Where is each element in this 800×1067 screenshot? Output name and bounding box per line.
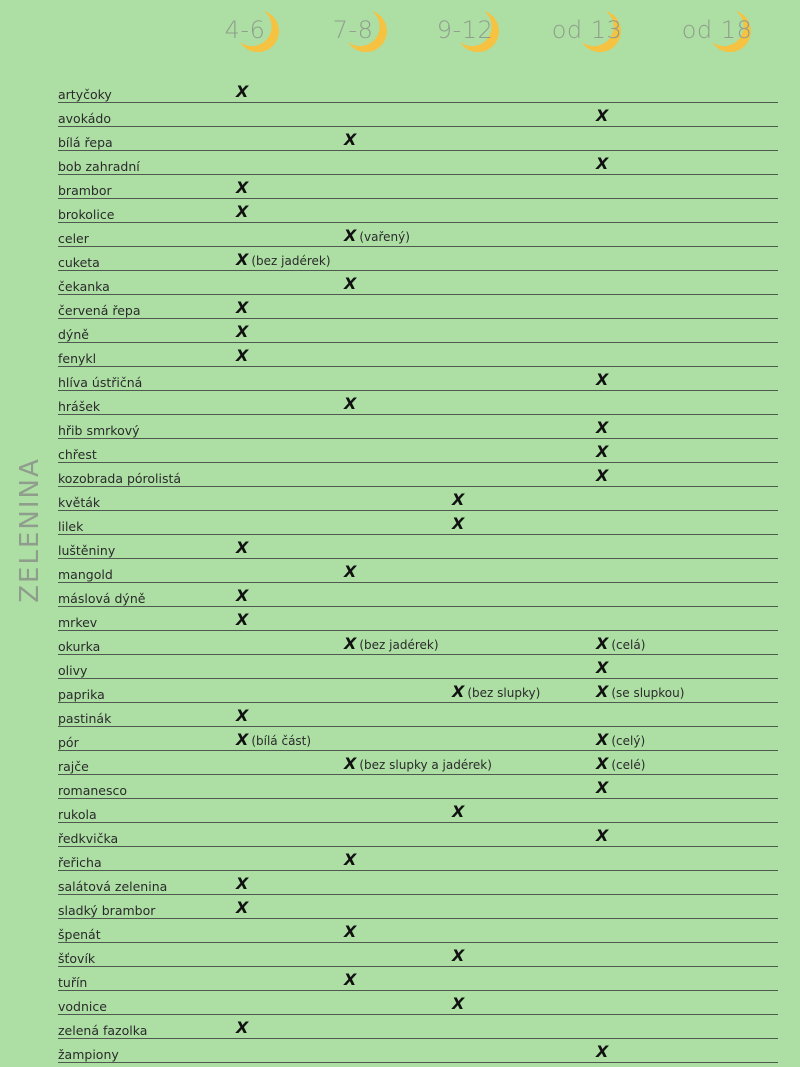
age-mark-cell [344,754,492,773]
x-mark: X [452,994,465,1013]
x-mark: X [596,106,609,125]
vegetable-name: špenát [58,927,101,942]
table-row [58,368,778,391]
cell-note: (bez jadérek) [251,254,331,268]
table-row [58,800,778,823]
vegetable-name: salátová zelenina [58,879,168,894]
x-mark: X [596,754,609,773]
age-mark-cell [452,514,467,533]
table-row [58,296,778,319]
vegetable-name: bílá řepa [58,135,113,150]
vegetable-name: vodnice [58,999,107,1014]
age-column-1 [298,6,408,56]
age-mark-cell [344,394,359,413]
vegetable-table [58,80,778,1064]
vegetable-name: pór [58,735,79,750]
age-mark-cell [236,730,311,749]
age-label: 7-8 [332,16,374,44]
table-row [58,152,778,175]
age-mark-cell [596,466,611,485]
x-mark: X [596,658,609,677]
vegetable-name: paprika [58,687,105,702]
vegetable-name: hlíva ústřičná [58,375,143,390]
age-mark-cell [344,562,359,581]
x-mark: X [236,82,249,101]
vegetable-name: čekanka [58,279,110,294]
vegetable-name: mangold [58,567,113,582]
x-mark: X [344,562,357,581]
cell-note: (bez jadérek) [359,638,439,652]
table-row [58,392,778,415]
age-mark-cell [236,250,331,269]
table-row [58,488,778,511]
vegetable-name: romanesco [58,783,127,798]
x-mark: X [596,442,609,461]
table-row [58,584,778,607]
age-column-2 [410,6,520,56]
vegetable-name: chřest [58,447,97,462]
age-mark-cell [596,154,611,173]
vegetable-name: šťovík [58,951,96,966]
age-mark-cell [236,322,251,341]
table-row [58,728,778,751]
x-mark: X [596,466,609,485]
x-mark: X [344,970,357,989]
x-mark: X [236,586,249,605]
vegetable-name: fenykl [58,351,97,366]
x-mark: X [452,682,465,701]
table-row [58,656,778,679]
x-mark: X [344,226,357,245]
vegetable-name: hrášek [58,399,101,414]
table-row [58,80,778,103]
age-mark-cell [236,82,251,101]
age-column-3 [532,6,642,56]
vegetable-name: avokádo [58,111,111,126]
x-mark: X [236,610,249,629]
cell-note: (celý) [611,734,646,748]
x-mark: X [236,178,249,197]
vegetable-name: ředkvička [58,831,119,846]
age-label: od 18 [681,16,753,44]
vegetable-name: květák [58,495,101,510]
age-mark-cell [236,706,251,725]
vegetable-name: rukola [58,807,97,822]
vegetable-name: cuketa [58,255,100,270]
cell-note: (bez slupky a jadérek) [359,758,492,772]
x-mark: X [236,730,249,749]
table-row [58,632,778,655]
table-row [58,320,778,343]
age-mark-cell [344,274,359,293]
age-label: 4-6 [224,16,266,44]
table-row [58,824,778,847]
vegetable-name: dýně [58,327,89,342]
age-mark-cell [236,538,251,557]
age-mark-cell [596,682,684,701]
vegetable-name: celer [58,231,89,246]
table-row [58,440,778,463]
age-mark-cell [344,634,439,653]
x-mark: X [596,154,609,173]
x-mark: X [596,370,609,389]
vegetable-name: kozobrada pórolistá [58,471,182,486]
category-label: ZELENINA [15,457,45,603]
x-mark: X [596,634,609,653]
x-mark: X [344,850,357,869]
table-row [58,512,778,535]
age-mark-cell [596,634,645,653]
x-mark: X [344,394,357,413]
x-mark: X [236,874,249,893]
age-mark-cell [344,850,359,869]
age-mark-cell [596,370,611,389]
table-row [58,896,778,919]
age-mark-cell [596,754,645,773]
cell-note: (vařený) [359,230,410,244]
table-row [58,872,778,895]
vegetable-name: sladký brambor [58,903,156,918]
age-mark-cell [452,490,467,509]
cell-note: (bez slupky) [467,686,541,700]
x-mark: X [596,682,609,701]
age-mark-cell [452,802,467,821]
table-row [58,704,778,727]
vegetable-name: okurka [58,639,101,654]
vegetable-name: luštěniny [58,543,116,558]
table-row [58,1016,778,1039]
age-mark-cell [344,130,359,149]
age-header [0,0,800,60]
x-mark: X [236,202,249,221]
age-mark-cell [344,922,359,941]
table-row [58,920,778,943]
x-mark: X [236,250,249,269]
vegetable-name: brokolice [58,207,115,222]
table-row [58,464,778,487]
vegetable-name: zelená fazolka [58,1023,148,1038]
table-row [58,104,778,127]
vegetable-name: hřib smrkový [58,423,140,438]
cell-note: (celá) [611,638,646,652]
x-mark: X [236,898,249,917]
x-mark: X [596,826,609,845]
age-mark-cell [236,898,251,917]
table-row [58,200,778,223]
table-row [58,680,778,703]
age-mark-cell [236,346,251,365]
table-row [58,272,778,295]
vegetable-name: řeřicha [58,855,102,870]
table-row [58,248,778,271]
age-mark-cell [596,658,611,677]
age-mark-cell [596,1042,611,1061]
x-mark: X [452,490,465,509]
x-mark: X [596,730,609,749]
vegetable-name: pastinák [58,711,112,726]
table-row [58,776,778,799]
table-row [58,176,778,199]
age-mark-cell [236,1018,251,1037]
x-mark: X [236,538,249,557]
age-mark-cell [596,826,611,845]
x-mark: X [596,778,609,797]
age-mark-cell [452,946,467,965]
x-mark: X [344,754,357,773]
x-mark: X [236,706,249,725]
age-mark-cell [236,586,251,605]
vegetable-name: tuřín [58,975,88,990]
vegetable-name: žampiony [58,1047,119,1062]
age-mark-cell [596,106,611,125]
age-mark-cell [596,418,611,437]
x-mark: X [344,634,357,653]
x-mark: X [452,802,465,821]
age-column-0 [190,6,300,56]
age-label: 9-12 [436,16,494,44]
age-mark-cell [452,994,467,1013]
age-mark-cell [236,178,251,197]
vegetable-name: artyčoky [58,87,112,102]
x-mark: X [596,418,609,437]
table-row [58,224,778,247]
cell-note: (celé) [611,758,646,772]
x-mark: X [344,130,357,149]
table-row [58,1040,778,1063]
x-mark: X [236,322,249,341]
table-row [58,416,778,439]
cell-note: (bílá část) [251,734,312,748]
vegetable-name: mrkev [58,615,98,630]
table-row [58,944,778,967]
table-row [58,752,778,775]
table-row [58,968,778,991]
x-mark: X [596,1042,609,1061]
table-row [58,848,778,871]
vegetable-name: lilek [58,519,84,534]
x-mark: X [236,298,249,317]
x-mark: X [452,946,465,965]
age-mark-cell [236,874,251,893]
age-label: od 13 [551,16,623,44]
age-mark-cell [236,610,251,629]
table-row [58,344,778,367]
x-mark: X [236,1018,249,1037]
age-mark-cell [452,682,540,701]
x-mark: X [344,922,357,941]
vegetable-name: červená řepa [58,303,141,318]
vegetable-name: máslová dýně [58,591,146,606]
x-mark: X [452,514,465,533]
age-mark-cell [236,298,251,317]
table-row [58,560,778,583]
age-mark-cell [236,202,251,221]
cell-note: (se slupkou) [611,686,685,700]
x-mark: X [236,346,249,365]
age-mark-cell [344,970,359,989]
x-mark: X [344,274,357,293]
age-mark-cell [344,226,410,245]
age-mark-cell [596,442,611,461]
vegetable-name: rajče [58,759,89,774]
age-mark-cell [596,730,645,749]
table-row [58,536,778,559]
table-row [58,608,778,631]
age-column-4 [662,6,772,56]
vegetable-name: olivy [58,663,88,678]
vegetable-name: bob zahradní [58,159,140,174]
table-row [58,128,778,151]
age-mark-cell [596,778,611,797]
table-row [58,992,778,1015]
vegetable-name: brambor [58,183,112,198]
